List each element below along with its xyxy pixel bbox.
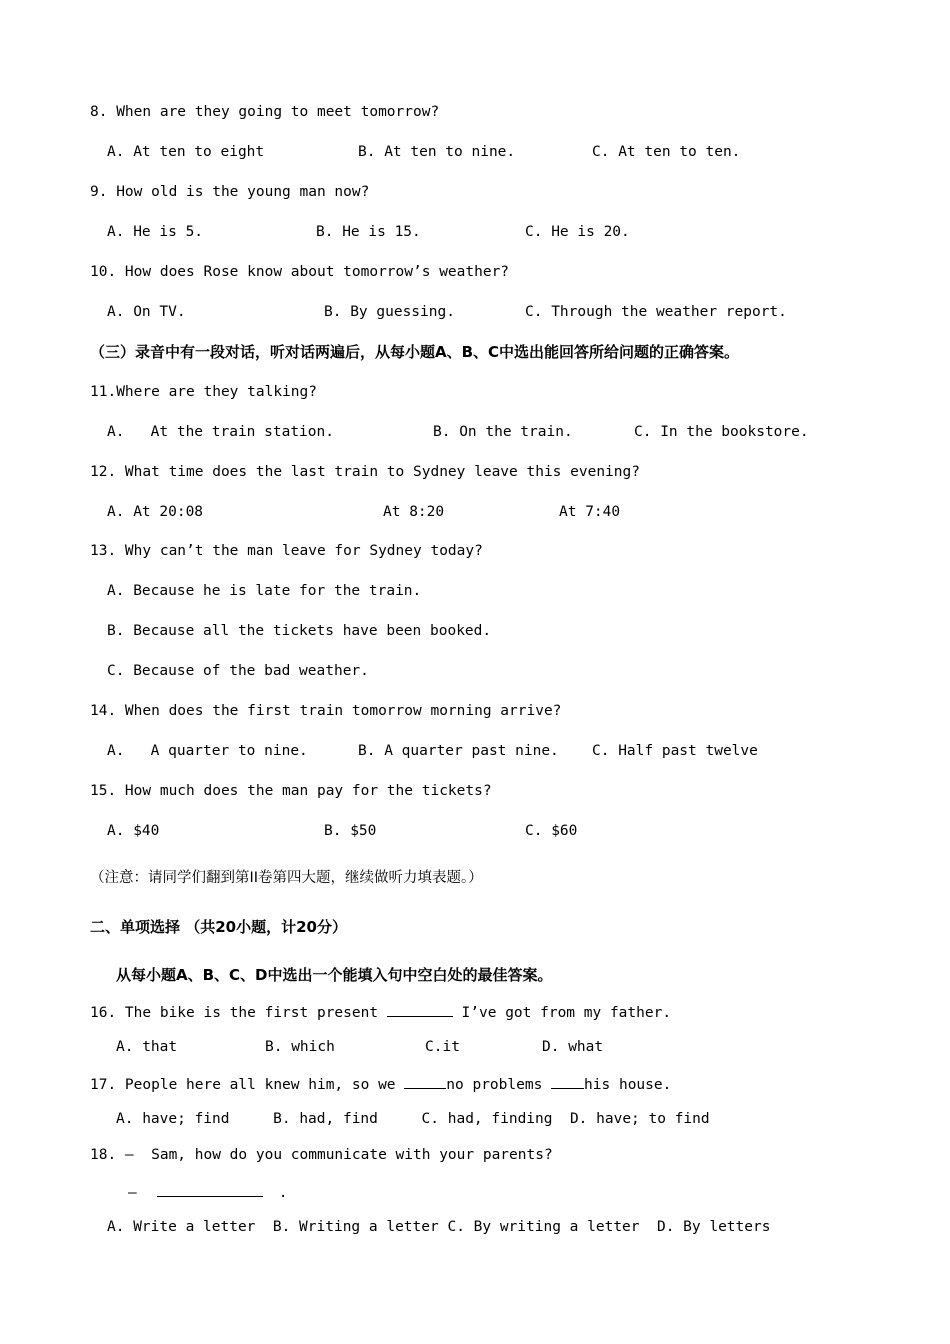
answer-blank: [404, 1073, 446, 1089]
question-16-option-a: A. that: [116, 1039, 178, 1055]
question-8-option-a: A. At ten to eight: [107, 144, 265, 160]
question-15-option-b: B. $50: [324, 823, 377, 839]
question-10-stem: 10. How does Rose know about tomorrow’s weather?: [90, 264, 510, 280]
part-2-heading: 二、单项选择 （共20小题，计20分）: [90, 918, 347, 936]
question-12-option-c: At 7:40: [559, 504, 621, 520]
question-8-option-c: C. At ten to ten.: [592, 144, 741, 160]
question-11-option-c: C. In the bookstore.: [634, 424, 809, 440]
question-12-option-b: At 8:20: [383, 504, 445, 520]
question-10-option-c: C. Through the weather report.: [525, 304, 787, 320]
answer-blank: [551, 1073, 584, 1089]
question-16-stem-start: 16. The bike is the first present: [90, 1005, 387, 1021]
question-9-option-a: A. He is 5.: [107, 224, 204, 240]
question-16-stem: [90, 1001, 671, 1023]
question-18-options: A. Write a letter B. Writing a letter C. By writing a letter D. By letters: [107, 1219, 771, 1235]
question-15-option-c: C. $60: [525, 823, 578, 839]
part-2-instruction: 从每小题A、B、C、D中选出一个能填入句中空白处的最佳答案。: [116, 966, 553, 984]
question-12-option-a: A. At 20:08: [107, 504, 204, 520]
question-13-stem: 13. Why can’t the man leave for Sydney today?: [90, 543, 483, 559]
question-10-option-a: A. On TV.: [107, 304, 186, 320]
question-18-reply: [128, 1181, 287, 1203]
question-10-option-b: B. By guessing.: [324, 304, 455, 320]
question-17-stem-middle: no problems: [446, 1077, 552, 1093]
question-9-option-c: C. He is 20.: [525, 224, 630, 240]
question-13-option-c: C. Because of the bad weather.: [107, 663, 369, 679]
question-12-stem: 12. What time does the last train to Sydney leave this evening?: [90, 464, 640, 480]
question-16-stem-end: I’ve got from my father.: [452, 1005, 672, 1021]
question-15-stem: 15. How much does the man pay for the tickets?: [90, 783, 492, 799]
question-8-option-b: B. At ten to nine.: [358, 144, 516, 160]
question-17-stem-end: his house.: [584, 1077, 672, 1093]
question-18-stem: 18. — Sam, how do you communicate with your parents?: [90, 1147, 553, 1163]
reply-dash: —: [128, 1185, 137, 1201]
question-14-stem: 14. When does the first train tomorrow morning arrive?: [90, 703, 562, 719]
question-15-option-a: A. $40: [107, 823, 160, 839]
answer-blank: [387, 1001, 453, 1017]
question-14-option-a: A. A quarter to nine.: [107, 743, 308, 759]
question-9-option-b: B. He is 15.: [316, 224, 421, 240]
question-14-option-b: B. A quarter past nine.: [358, 743, 559, 759]
question-17-stem: [90, 1073, 671, 1095]
question-8-stem: 8. When are they going to meet tomorrow?: [90, 104, 440, 120]
question-11-option-a: A. At the train station.: [107, 424, 334, 440]
continuation-note: （注意：请同学们翻到第II卷第四大题，继续做听力填表题。）: [90, 870, 483, 886]
question-17-stem-start: 17. People here all knew him, so we: [90, 1077, 405, 1093]
question-16-option-d: D. what: [542, 1039, 604, 1055]
question-16-option-c: C.it: [425, 1039, 460, 1055]
question-11-stem: 11.Where are they talking?: [90, 384, 317, 400]
question-9-stem: 9. How old is the young man now?: [90, 184, 370, 200]
question-17-options: A. have; find B. had, find C. had, finding D. have; to find: [116, 1111, 710, 1127]
question-13-option-b: B. Because all the tickets have been booked.: [107, 623, 492, 639]
answer-blank: [157, 1181, 263, 1197]
reply-end: .: [278, 1185, 288, 1201]
question-13-option-a: A. Because he is late for the train.: [107, 583, 422, 599]
section-3-heading: （三）录音中有一段对话，听对话两遍后，从每小题A、B、C中选出能回答所给问题的正确答案。: [90, 343, 740, 361]
question-14-option-c: C. Half past twelve: [592, 743, 758, 759]
question-11-option-b: B. On the train.: [433, 424, 573, 440]
question-16-option-b: B. which: [265, 1039, 335, 1055]
